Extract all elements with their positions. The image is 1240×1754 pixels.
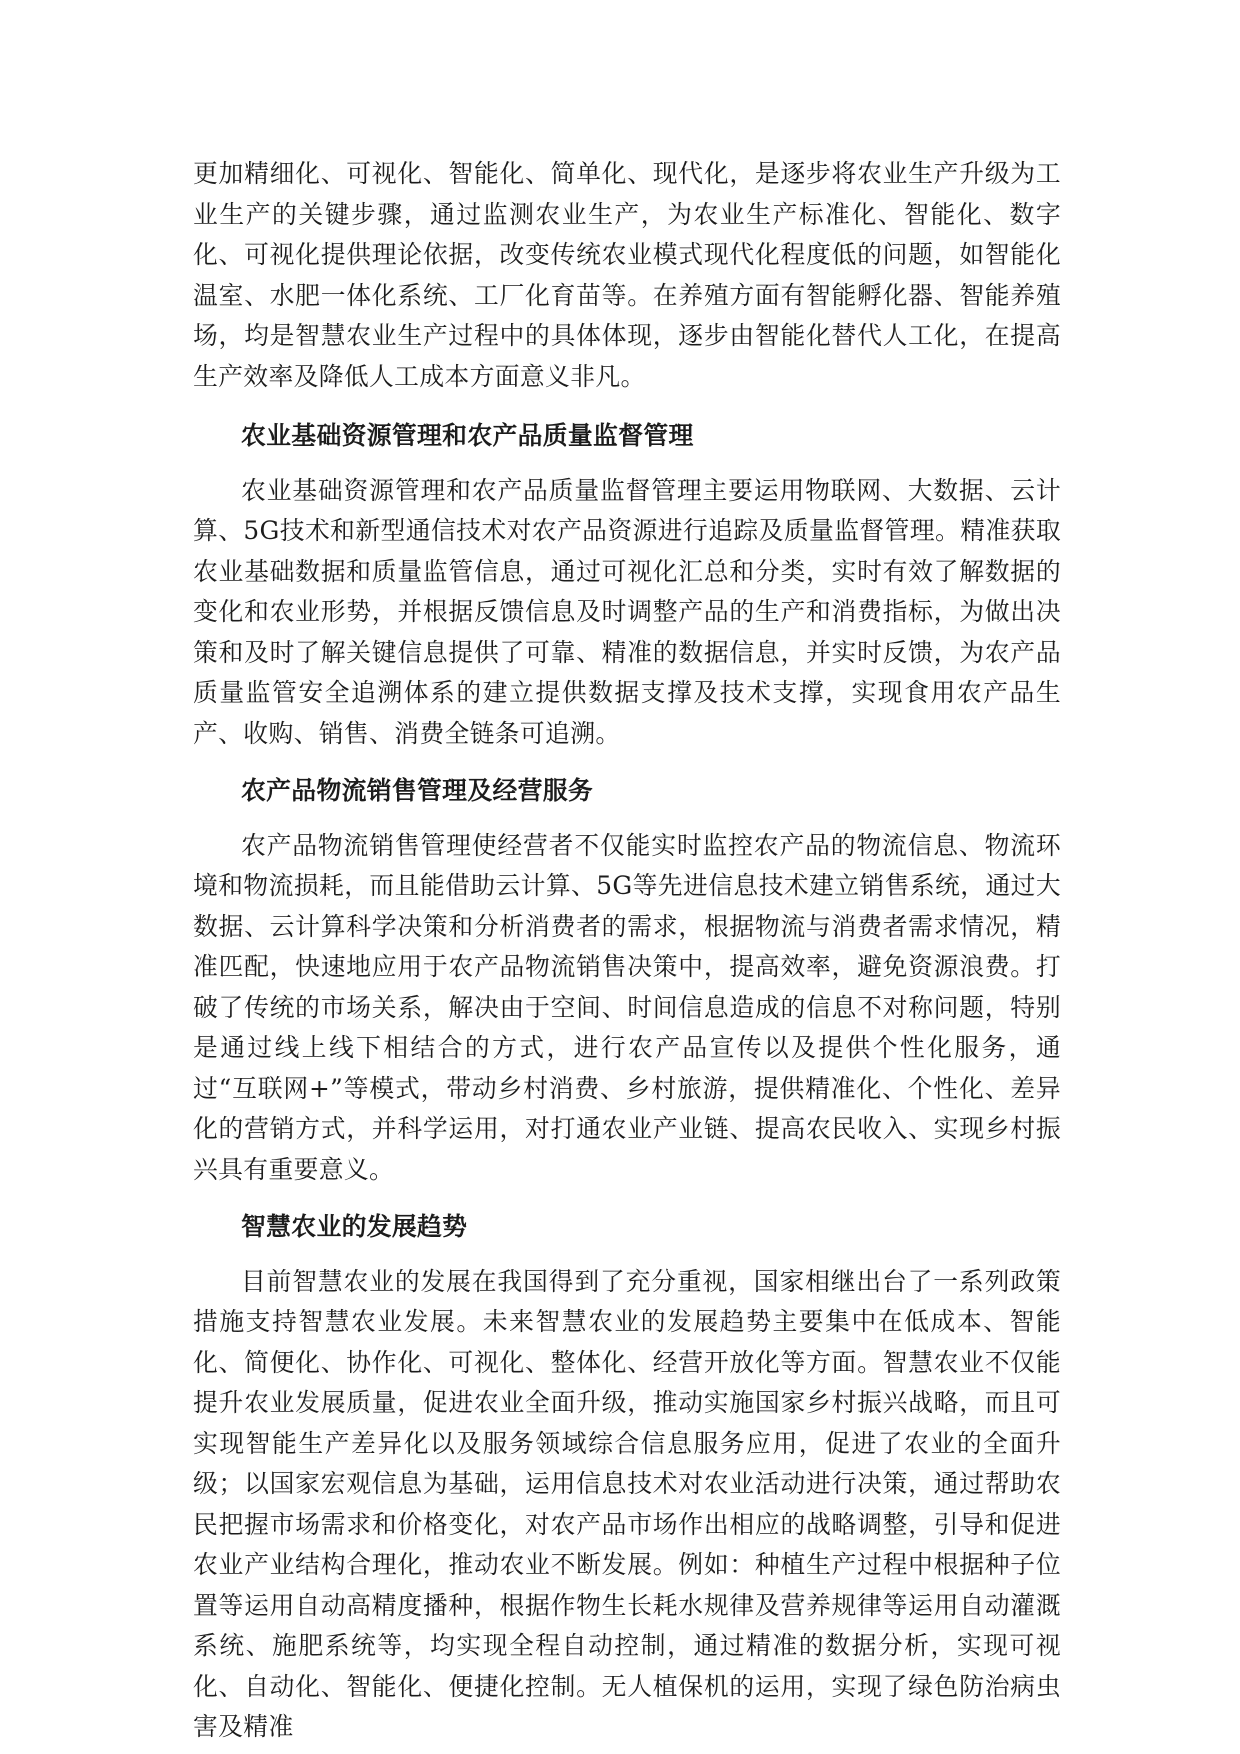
paragraph-development-trend: 目前智慧农业的发展在我国得到了充分重视，国家相继出台了一系列政策措施支持智慧农业发展。未来智慧农业的发展趋势主要集中在低成本、智能化、简便化、协作化、可视化、整体化、经营开放化等方面。智慧农业不仅能提升农业发展质量，促进农业全面升级，推动实施国家乡村振兴战略，而且可实现智能生产差异化以及服务领域综合信息服务应用，促进了农业的全面升级；以国家宏观信息为基础，运用信息技术对农业活动进行决策，通过帮助农民把握市场需求和价格变化，对农产品市场作出相应的战略调整，引导和促进农业产业结构合理化，推动农业不断发展。例如：种植生产过程中根据种子位置等运用自动高精度播种，根据作物生长耗水规律及营养规律等运用自动灌溉系统、施肥系统等，均实现全程自动控制，通过精准的数据分析，实现可视化、自动化、智能化、便捷化控制。无人植保机的运用，实现了绿色防治病虫害及精准: [193, 1266, 1061, 1741]
section-heading-resource-quality-management: 农业基础资源管理和农产品质量监督管理: [241, 421, 694, 450]
paragraph-intro-continuation: 更加精细化、可视化、智能化、简单化、现代化，是逐步将农业生产升级为工业生产的关键步骤，通过监测农业生产，为农业生产标准化、智能化、数字化、可视化提供理论依据，改变传统农业模式现代化程度低的问题，如智能化温室、水肥一体化系统、工厂化育苗等。在养殖方面有智能孵化器、智能养殖场，均是智慧农业生产过程中的具体体现，逐步由智能化替代人工化，在提高生产效率及降低人工成本方面意义非凡。: [193, 159, 1061, 391]
paragraph-logistics-sales: 农产品物流销售管理使经营者不仅能实时监控农产品的物流信息、物流环境和物流损耗，而且能借助云计算、5G等先进信息技术建立销售系统，通过大数据、云计算科学决策和分析消费者的需求，根据物流与消费者需求情况，精准匹配，快速地应用于农产品物流销售决策中，提高效率，避免资源浪费。打破了传统的市场关系，解决由于空间、时间信息造成的信息不对称问题，特别是通过线上线下相结合的方式，进行农产品宣传以及提供个性化服务，通过“互联网+”等模式，带动乡村消费、乡村旅游，提供精准化、个性化、差异化的营销方式，并科学运用，对打通农业产业链、提高农民收入、实现乡村振兴具有重要意义。: [193, 830, 1061, 1184]
paragraph-resource-quality-management: 农业基础资源管理和农产品质量监督管理主要运用物联网、大数据、云计算、5G技术和新型通信技术对农产品资源进行追踪及质量监督管理。精准获取农业基础数据和质量监管信息，通过可视化汇总和分类，实时有效了解数据的变化和农业形势，并根据反馈信息及时调整产品的生产和消费指标，为做出决策和及时了解关键信息提供了可靠、精准的数据信息，并实时反馈，为农产品质量监管安全追溯体系的建立提供数据支撑及技术支撑，实现食用农产品生产、收购、销售、消费全链条可追溯。: [193, 475, 1061, 748]
section-heading-logistics-sales: 农产品物流销售管理及经营服务: [241, 776, 594, 805]
document-page: [193, 154, 1061, 1748]
section-heading-development-trend: 智慧农业的发展趋势: [241, 1212, 468, 1241]
